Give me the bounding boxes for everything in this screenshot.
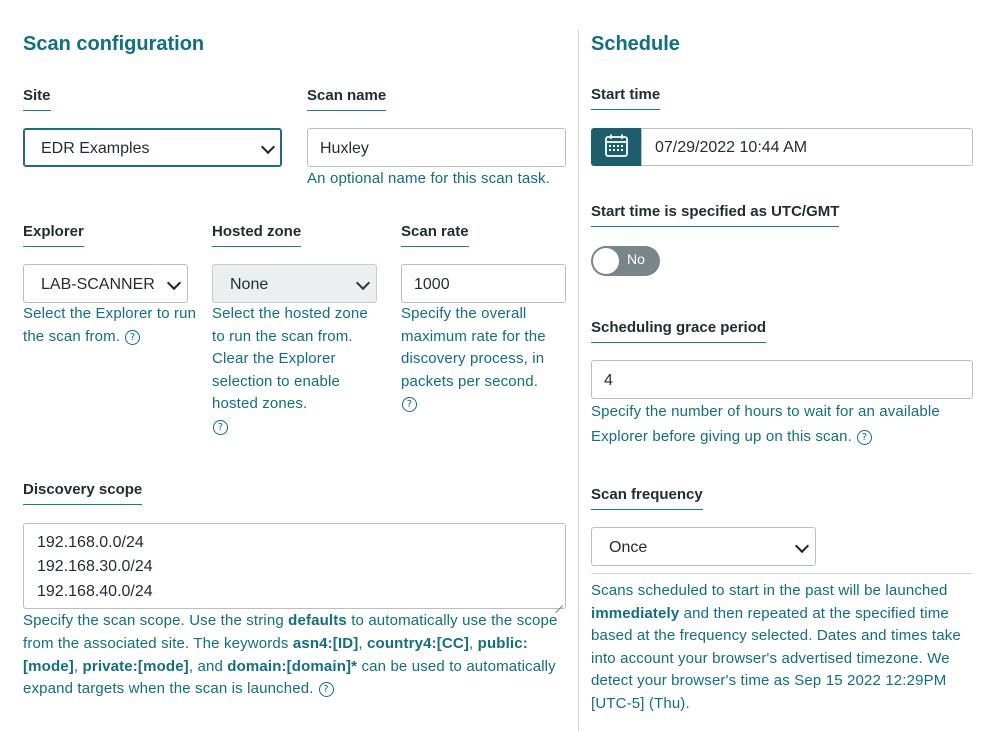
frequency-divider <box>591 573 973 574</box>
utc-toggle-text: No <box>627 251 645 267</box>
scope-line: 192.168.40.0/24 <box>37 583 153 600</box>
hosted-zone-select-value: None <box>230 276 269 293</box>
calendar-icon <box>591 128 642 166</box>
scan-frequency-label: Scan frequency <box>591 486 703 510</box>
schedule-title: Schedule <box>591 33 680 55</box>
scan-frequency-value: Once <box>609 539 648 556</box>
start-time-value: 07/29/2022 10:44 AM <box>655 139 808 156</box>
site-label: Site <box>23 87 51 111</box>
scan-rate-help <box>401 303 571 416</box>
hosted-zone-help <box>212 303 382 438</box>
explorer-help-text: Select the Explorer to run the scan from. <box>23 305 197 345</box>
question-circle-icon[interactable]: ? <box>402 397 417 412</box>
start-time-label: Start time <box>591 86 660 110</box>
hosted-zone-label: Hosted zone <box>212 223 301 247</box>
scan-configuration-title: Scan configuration <box>23 33 205 55</box>
scan-rate-value: 1000 <box>414 276 450 293</box>
grace-period-input[interactable] <box>591 360 973 399</box>
explorer-help <box>23 303 198 348</box>
chevron-down-icon <box>261 140 275 154</box>
discovery-scope-label: Discovery scope <box>23 481 142 505</box>
utc-toggle[interactable] <box>591 246 660 276</box>
scan-frequency-help: Scans scheduled to start in the past will be launched immediately and then repeated at the specified time based at the frequency selected. Dates and times take into account your browser's advertised timezone. We detect your browser's time as Sep 15 2022 12:29PM [UTC-5] (Thu). <box>591 582 961 712</box>
discovery-scope-textarea[interactable] <box>23 523 566 609</box>
chevron-down-icon <box>167 276 181 290</box>
grace-period-label: Scheduling grace period <box>591 319 766 343</box>
explorer-label: Explorer <box>23 223 84 247</box>
chevron-down-icon <box>795 539 809 553</box>
scope-line: 192.168.30.0/24 <box>37 558 153 575</box>
site-select[interactable] <box>23 128 282 167</box>
question-circle-icon[interactable]: ? <box>213 420 228 435</box>
calendar-button[interactable] <box>591 128 642 166</box>
scan-rate-label: Scan rate <box>401 223 469 247</box>
hosted-zone-select[interactable] <box>212 264 377 303</box>
scan-name-help: An optional name for this scan task. <box>307 170 551 187</box>
question-circle-icon[interactable]: ? <box>857 430 872 445</box>
scan-frequency-select[interactable] <box>591 527 816 566</box>
grace-period-help <box>591 399 981 449</box>
hosted-zone-help-text: Select the hosted zone to run the scan from. Clear the Explorer selection to enable hosted zones. <box>212 305 368 412</box>
explorer-select[interactable] <box>23 264 188 303</box>
explorer-select-value: LAB-SCANNER <box>41 276 155 293</box>
discovery-scope-help: Specify the scan scope. Use the string defaults to automatically use the scope from the associated site. The keywords asn4:[ID], country4:[CC], public:[mode], private:[mode], and domain:[domain]* can be used to automatically expand targets when the scan is launched. ? <box>23 612 558 698</box>
question-circle-icon[interactable]: ? <box>319 682 334 697</box>
chevron-down-icon <box>356 276 370 290</box>
start-time-input[interactable] <box>641 128 973 166</box>
question-circle-icon[interactable]: ? <box>125 330 140 345</box>
toggle-knob <box>593 248 619 274</box>
scan-name-label: Scan name <box>307 87 386 111</box>
scan-rate-input[interactable] <box>401 264 566 303</box>
utc-label: Start time is specified as UTC/GMT <box>591 203 839 227</box>
resize-handle[interactable] <box>555 598 563 606</box>
schedule-panel <box>579 0 993 731</box>
scan-rate-help-text: Specify the overall maximum rate for the discovery process, in packets per second. <box>401 305 546 390</box>
scan-name-input[interactable] <box>307 128 566 167</box>
grace-period-help-text: Specify the number of hours to wait for an available Explorer before giving up on this scan. <box>591 403 940 445</box>
scope-line: 192.168.0.0/24 <box>37 534 144 551</box>
site-select-value: EDR Examples <box>41 140 150 157</box>
grace-period-value: 4 <box>604 372 613 389</box>
scan-name-value: Huxley <box>320 140 369 157</box>
